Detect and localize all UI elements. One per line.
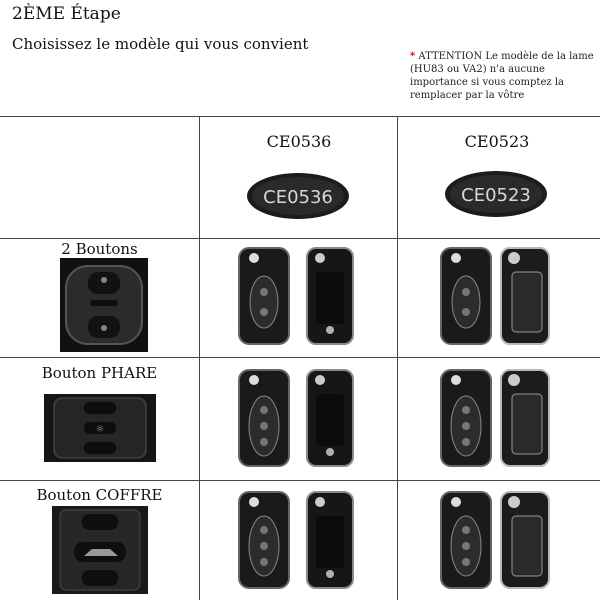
ce0523-stamp-text: CE0523 [461, 185, 531, 206]
table-row-line-2 [0, 357, 600, 358]
warning-note [410, 50, 595, 102]
step-title: 2ÈME Étape [12, 4, 121, 24]
key-front-phare-ce0523-icon [438, 366, 494, 470]
key-back-2btn-ce0523-icon [498, 244, 552, 348]
warning-star: * [410, 51, 416, 62]
key-back-phare-ce0536-icon [304, 366, 356, 470]
warning-text: ATTENTION Le modèle de la lame (HU83 ou VA2) n'a aucune importance si vous comptez la remplacer par la vôtre [410, 51, 594, 101]
svg-text:☼: ☼ [95, 424, 105, 435]
key-front-phare-ce0536-icon [236, 366, 292, 470]
key-back-2btn-ce0536-icon [304, 244, 356, 348]
key-front-coffre-ce0523-icon [438, 488, 494, 592]
column-title-ce0523: CE0523 [464, 132, 530, 151]
page-subtitle: Choisissez le modèle qui vous convient [12, 35, 309, 53]
table-row-line-1 [0, 238, 600, 239]
ce0536-stamp-icon [246, 172, 350, 220]
key-front-2btn-ce0523-icon [438, 244, 494, 348]
key-back-coffre-ce0536-icon [304, 488, 356, 592]
key-back-phare-ce0523-icon [498, 366, 552, 470]
three-button-trunk-pad-icon [52, 506, 148, 594]
key-front-2btn-ce0536-icon [236, 244, 292, 348]
table-row-line-3 [0, 480, 600, 481]
row-title-2-boutons: 2 Boutons [61, 240, 138, 258]
three-button-light-pad-icon [44, 394, 156, 462]
row-title-bouton-phare: Bouton PHARE [41, 364, 158, 382]
table-divider-2 [397, 116, 398, 600]
two-button-pad-icon [60, 258, 148, 352]
key-back-coffre-ce0523-icon [498, 488, 552, 592]
ce0523-stamp-icon [444, 170, 548, 218]
table-divider-1 [199, 116, 200, 600]
ce0536-stamp-text: CE0536 [263, 187, 333, 208]
key-front-coffre-ce0536-icon [236, 488, 292, 592]
row-title-bouton-coffre: Bouton COFFRE [36, 486, 163, 504]
column-title-ce0536: CE0536 [266, 132, 332, 151]
